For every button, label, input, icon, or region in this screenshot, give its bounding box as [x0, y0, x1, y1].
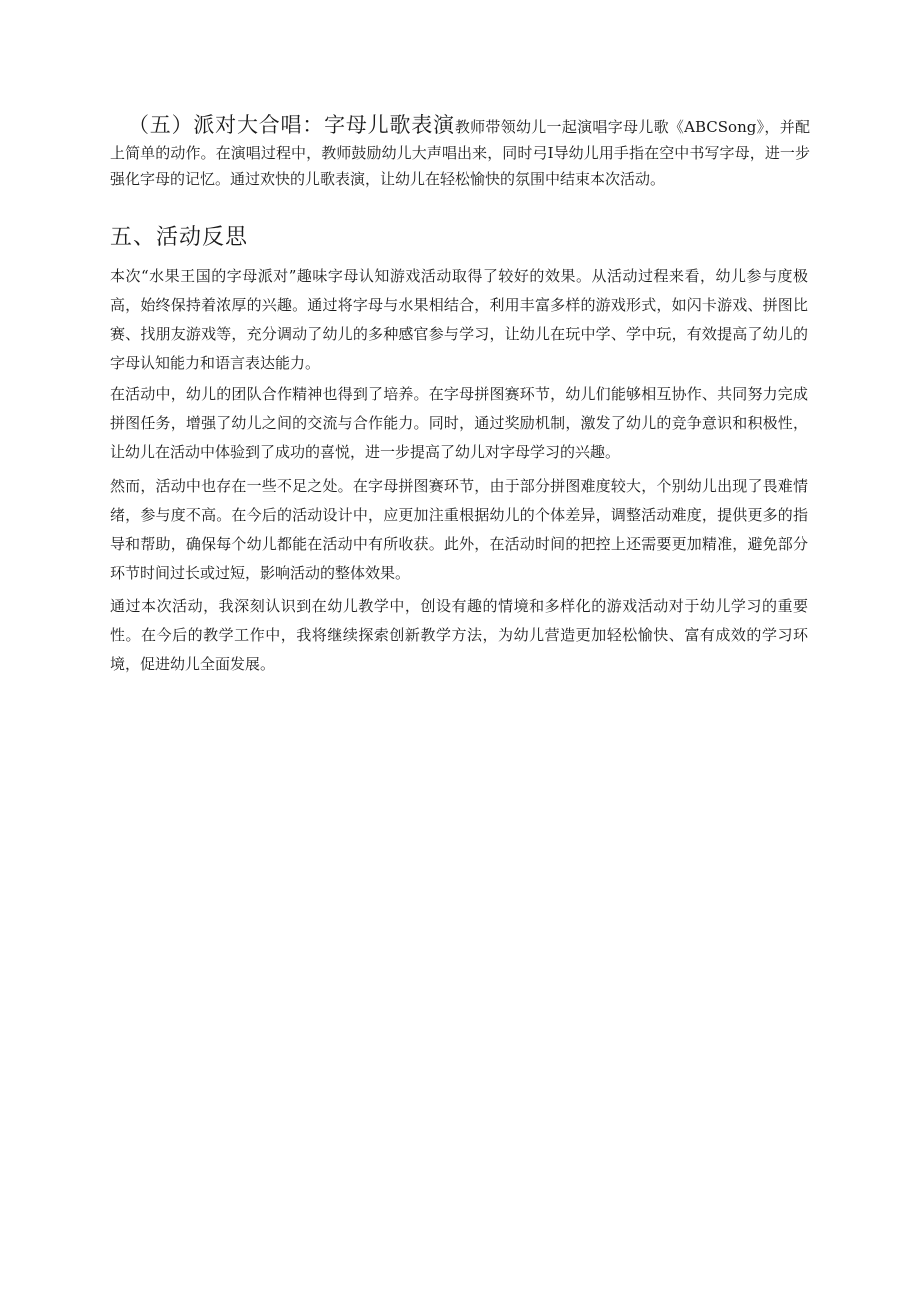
subsection-text: 教师带领幼儿一起演唱字母儿歌《ABCSong》，并配上简单的动作。在演唱过程中，教师鼓励幼儿大声唱出来，同时弓I导幼儿用手指在空中书写字母，进一步强化字母的记忆。通过欢快的儿歌表演，让幼儿在轻松愉快的氛围中结束本次活动。 [110, 118, 810, 188]
reflection-paragraph-4: 通过本次活动，我深刻认识到在幼儿教学中，创设有趣的情境和多样化的游戏活动对于幼儿学习的重要性。在今后的教学工作中，我将继续探索创新教学方法，为幼儿营造更加轻松愉快、富有成效的学习环境，促进幼儿全面发展。 [110, 597, 808, 673]
reflection-paragraph-2: 在活动中，幼儿的团队合作精神也得到了培养。在字母拼图赛环节，幼儿们能够相互协作、共同努力完成拼图任务，增强了幼儿之间的交流与合作能力。同时，通过奖励机制，激发了幼儿的竞争意识和积极性，让幼儿在活动中体验到了成功的喜悦，进一步提高了幼儿对字母学习的兴趣。 [110, 385, 808, 461]
subsection-five [110, 112, 810, 192]
reflection-paragraph-1: 本次“水果王国的字母派对”趣味字母认知游戏活动取得了较好的效果。从活动过程来看，幼儿参与度极高，始终保持着浓厚的兴趣。通过将字母与水果相结合，利用丰富多样的游戏形式，如闪卡游戏、拼图比赛、找朋友游戏等，充分调动了幼儿的多种感官参与学习，让幼儿在玩中学、学中玩，有效提高了幼儿的字母认知能力和语言表达能力。 [110, 267, 808, 372]
subsection-heading: （五）派对大合唱：字母儿歌表演 [128, 113, 455, 137]
reflection-paragraph-3: 然而，活动中也存在一些不足之处。在字母拼图赛环节，由于部分拼图难度较大，个别幼儿出现了畏难情绪，参与度不高。在今后的活动设计中，应更加注重根据幼儿的个体差异，调整活动难度，提供更多的指导和帮助，确保每个幼儿都能在活动中有所收获。此外，在活动时间的把控上还需要更加精准，避免部分环节时间过长或过短，影响活动的整体效果。 [110, 477, 808, 582]
section-title: 五、活动反思 [110, 225, 249, 250]
